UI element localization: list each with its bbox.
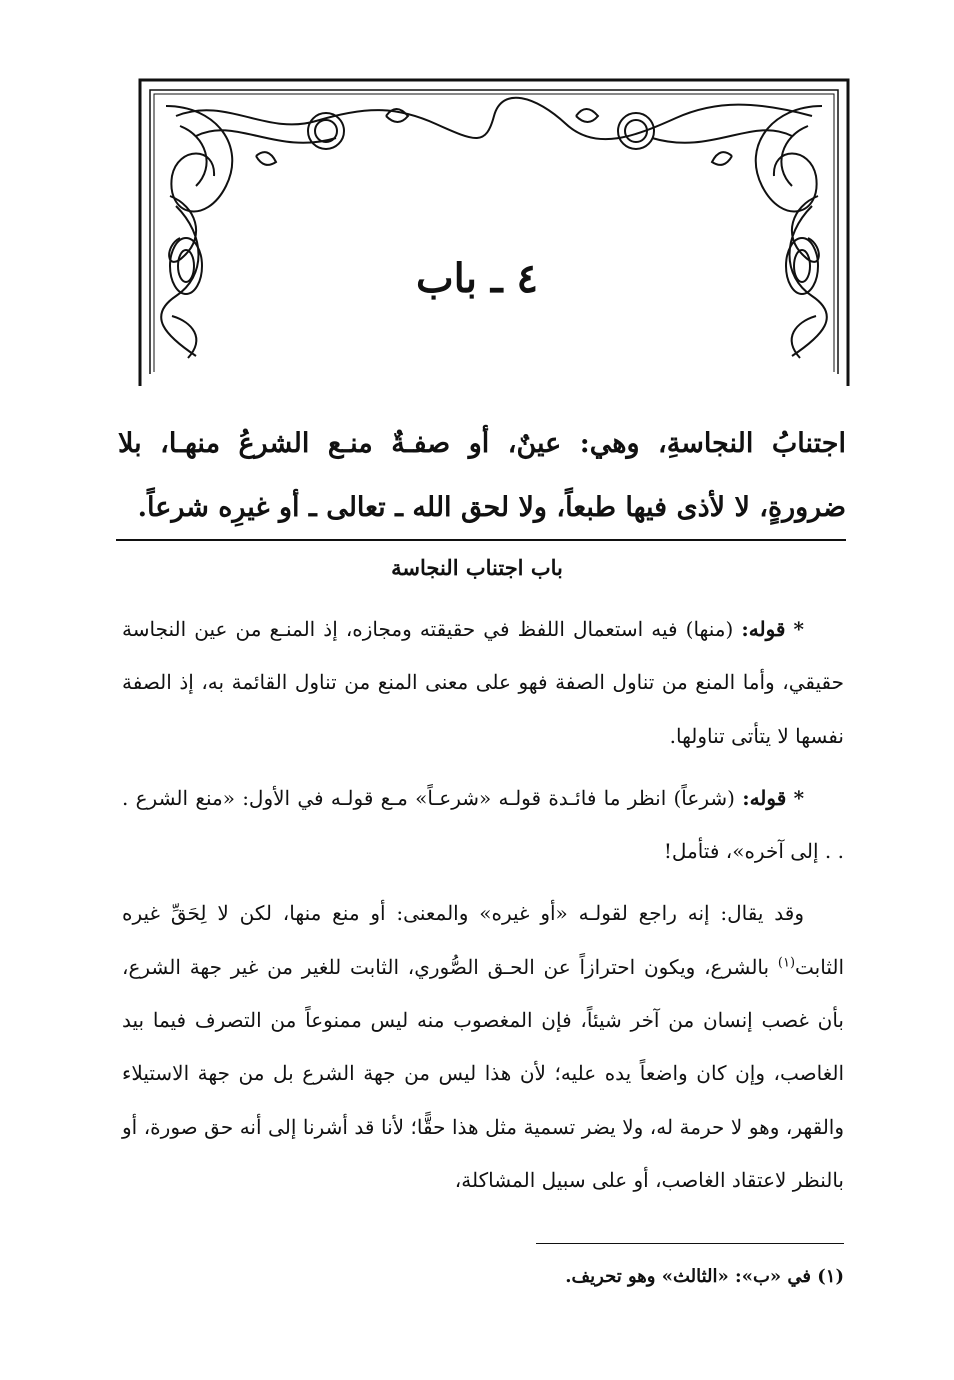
separator-rule — [116, 539, 846, 541]
paragraph-text: بالشرع، ويكون احترازاً عن الحـق الصُّوري، الثابت للغير من غير جهة الشرع، بأن غصب إنسان من آخر شيئاً، فإن المغصوب منه ليس ممنوعاً من التصرف فيما بيد الغاصب، وإن كان واضعاً يده عليه؛ لأن هذا ليس من جهة الشرع بل من جهة الاستيلاء والقهر، وهو لا حرمة له، ولا يضر تسمية مثل هذا حقًّا؛ لأنا قد أشرنا إلى أنه حق صورة، أو بالنظر لاعتقاد الغاصب، أو على سبيل المشاكلة، — [122, 954, 844, 1192]
footnote: (١) في «ب»: «الثالث» وهو تحريف. — [565, 1266, 844, 1287]
footnote-reference: (١) — [777, 955, 796, 971]
quote-lead: قوله: — [742, 785, 787, 810]
paragraph-text: (شرعاً) انظر ما فائـدة قولـه «شرعـاً» مـع قولـه في الأول: «منع الشرع . . . إلى آخره»، فتأمل! — [122, 785, 844, 864]
footnote-rule — [536, 1243, 844, 1244]
commentary-paragraph — [122, 772, 844, 879]
commentary-paragraph — [122, 887, 844, 1207]
paragraph-text: وقد يقال: إنه راجع لقولـه «أو غيره» والمعنى: أو منع منها، لكن لا لِحَقِّ غيره الثابت — [122, 901, 844, 979]
paragraph-text: (منها) فيه استعمال اللفظ في حقيقته ومجازه، إذ المنـع من عين النجاسة حقيقي، وأما المنع من تناول الصفة فهو على معنى المنع من تناول القائمة به، إذ الصفة نفسها لا يتأتى تناولها. — [122, 617, 844, 748]
quote-lead: قوله: — [741, 617, 786, 641]
chapter-heading: ٤ ـ باب — [415, 255, 539, 302]
matn-text: اجتنابُ النجاسةِ، وهي: عينٌ، أو صفـةٌ منـع الشرعُ منهـا، بلا ضرورةٍ، لا لأذى فيها طبعاً، ولا لحق الله ـ تعالى ـ أو غيرِه شرعاً. — [118, 428, 846, 523]
asterisk-marker: * — [793, 617, 804, 641]
ornamental-frame — [136, 76, 852, 386]
section-title: باب اجتناب النجاسة — [391, 555, 563, 580]
commentary-body — [122, 603, 844, 1216]
commentary-paragraph — [122, 603, 844, 763]
asterisk-marker: * — [793, 785, 805, 810]
